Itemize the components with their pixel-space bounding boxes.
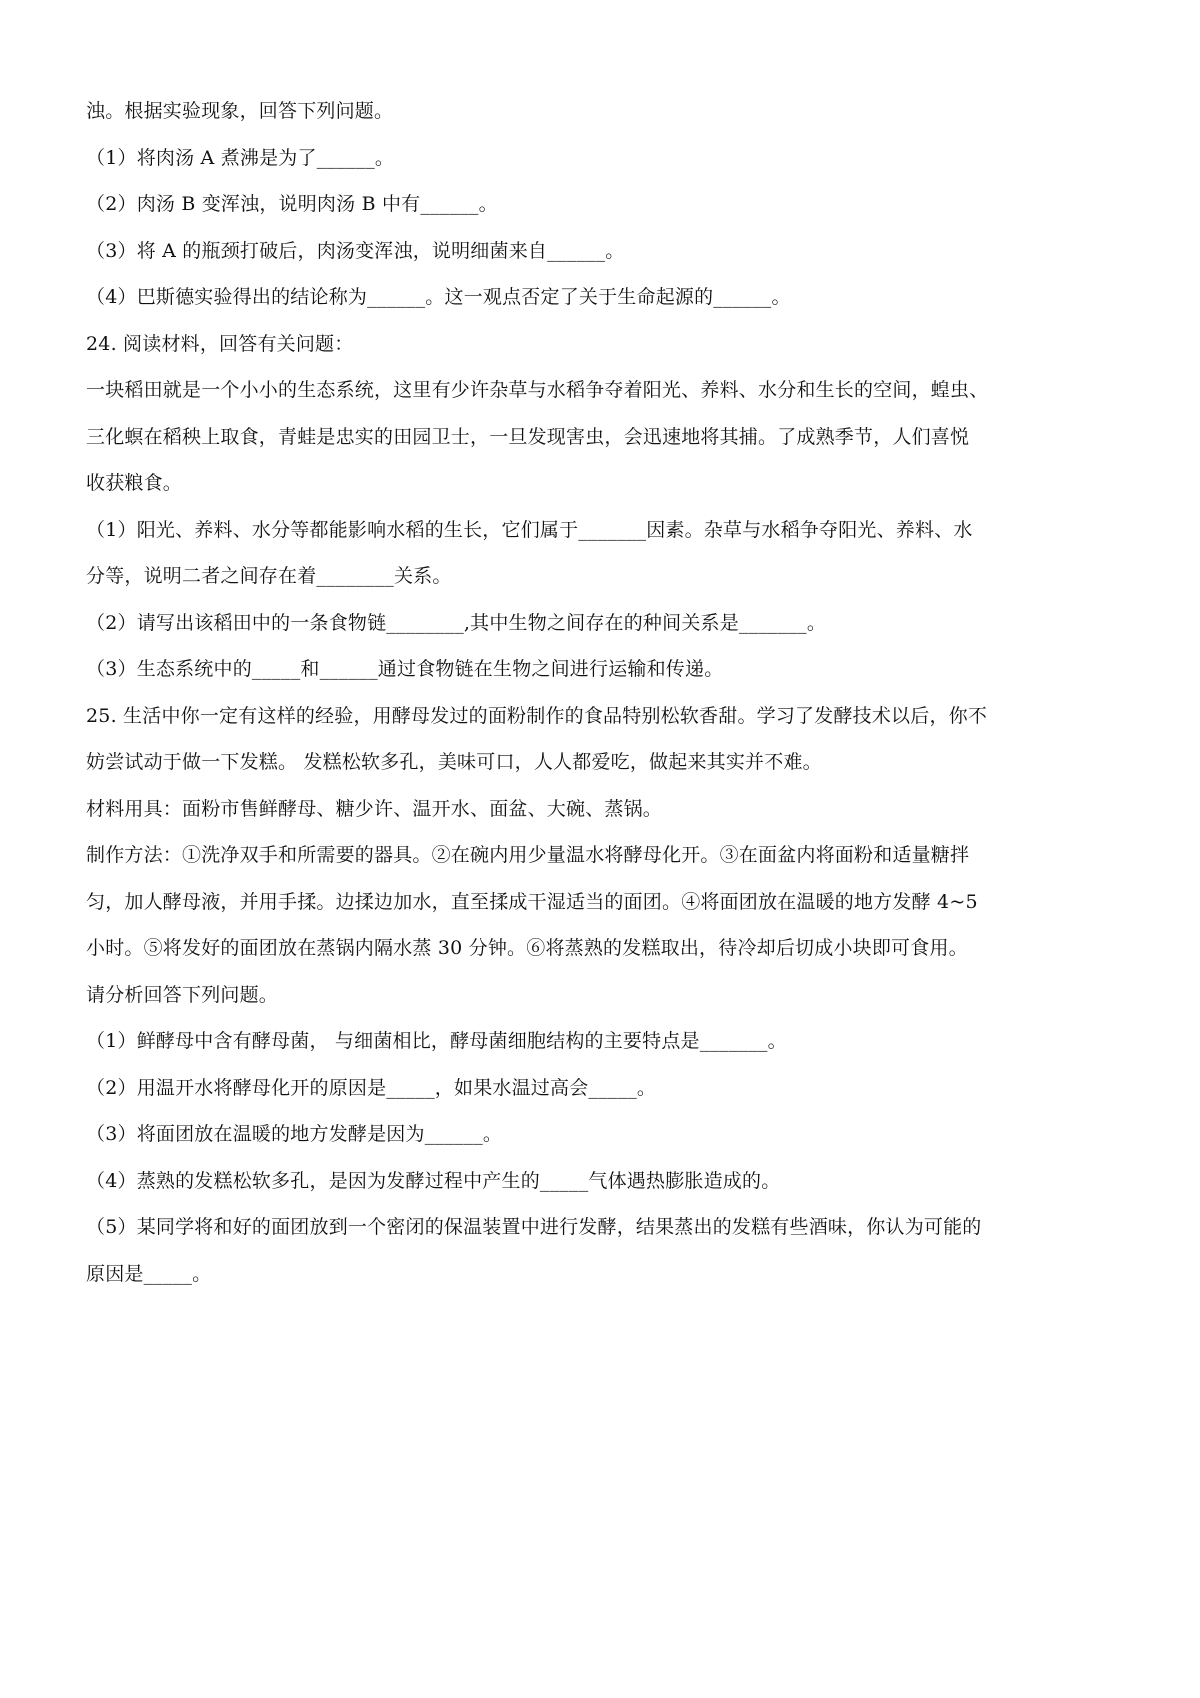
question-23-part-3: （3）将 A 的瓶颈打破后，肉汤变浑浊，说明细菌来自______。 bbox=[86, 240, 625, 262]
question-25-part-4: （4）蒸熟的发糕松软多孔，是因为发酵过程中产生的_____气体遇热膨胀造成的。 bbox=[86, 1170, 781, 1192]
text-line: 浊。根据实验现象，回答下列问题。 bbox=[86, 100, 394, 122]
question-24-material: 收获粮食。 bbox=[86, 472, 183, 494]
question-25-part-5: 原因是_____。 bbox=[86, 1263, 212, 1285]
question-24-part-1: （1）阳光、养料、水分等都能影响水稻的生长，它们属于_______因素。杂草与水稻争夺阳光、养料、水 bbox=[86, 519, 973, 541]
question-25-heading: 25. 生活中你一定有这样的经验，用酵母发过的面粉制作的食品特别松软香甜。学习了发酵技术以后，你不 bbox=[86, 705, 988, 727]
question-24-material: 一块稻田就是一个小小的生态系统，这里有少许杂草与水稻争夺着阳光、养料、水分和生长的空间，蝗虫、 bbox=[86, 379, 989, 401]
question-24-material: 三化螟在稻秧上取食，青蛙是忠实的田园卫士，一旦发现害虫，会迅速地将其捕。了成熟季节，人们喜悦 bbox=[86, 426, 970, 448]
question-25-part-5: （5）某同学将和好的面团放到一个密闭的保温装置中进行发酵，结果蒸出的发糕有些酒味，你认为可能的 bbox=[86, 1216, 982, 1238]
question-25-method: 制作方法：①洗净双手和所需要的器具。②在碗内用少量温水将酵母化开。③在面盆内将面粉和适量糖拌 bbox=[86, 844, 970, 866]
question-24-part-2: （2）请写出该稻田中的一条食物链________,其中生物之间存在的种间关系是_______。 bbox=[86, 612, 827, 634]
question-25-prompt: 请分析回答下列问题。 bbox=[86, 984, 279, 1006]
question-24-part-3: （3）生态系统中的_____和______通过食物链在生物之间进行运输和传递。 bbox=[86, 658, 724, 680]
question-25-part-2: （2）用温开水将酵母化开的原因是_____，如果水温过高会_____。 bbox=[86, 1077, 657, 1099]
question-23-part-2: （2）肉汤 B 变浑浊，说明肉汤 B 中有______。 bbox=[86, 193, 498, 215]
question-24-part-1: 分等，说明二者之间存在着________关系。 bbox=[86, 565, 452, 587]
question-25-part-1: （1）鲜酵母中含有酵母菌， 与细菌相比，酵母菌细胞结构的主要特点是_______。 bbox=[86, 1030, 787, 1052]
question-23-part-1: （1）将肉汤 A 煮沸是为了______。 bbox=[86, 147, 395, 169]
question-24-heading: 24. 阅读材料，回答有关问题： bbox=[86, 333, 354, 355]
question-25-intro: 妨尝试动于做一下发糕。 发糕松软多孔，美味可口，人人都爱吃，做起来其实并不难。 bbox=[86, 751, 822, 773]
question-25-materials: 材料用具：面粉市售鲜酵母、糖少许、温开水、面盆、大碗、蒸锅。 bbox=[86, 798, 663, 820]
question-25-part-3: （3）将面团放在温暖的地方发酵是因为______。 bbox=[86, 1123, 503, 1145]
question-23-part-4: （4）巴斯德实验得出的结论称为______。这一观点否定了关于生命起源的______。 bbox=[86, 286, 791, 308]
question-25-method: 匀，加人酵母液，并用手揉。边揉边加水，直至揉成干湿适当的面团。④将面团放在温暖的地方发酵 4~5 bbox=[86, 891, 978, 913]
question-25-method: 小时。⑤将发好的面团放在蒸锅内隔水蒸 30 分钟。⑥将蒸熟的发糕取出，待冷却后切成小块即可食用。 bbox=[86, 937, 968, 959]
